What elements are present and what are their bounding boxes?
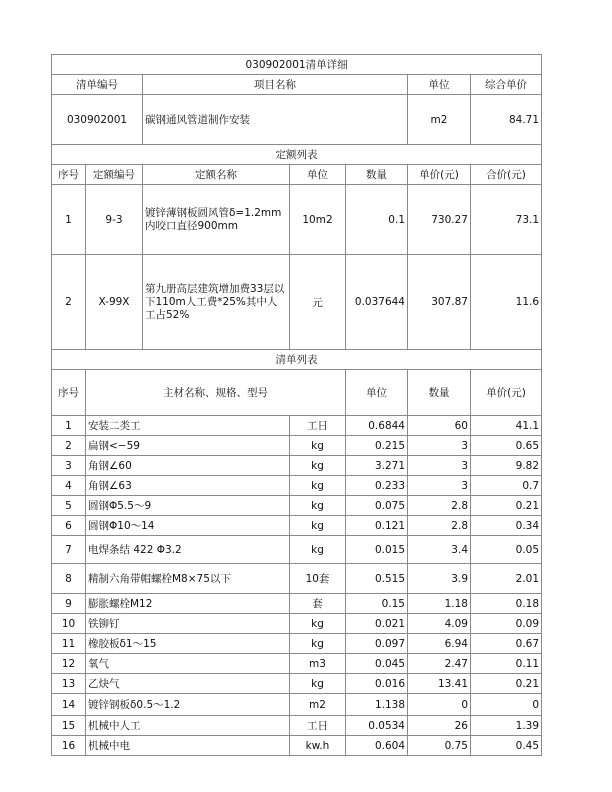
- material-qty: 0.6844: [346, 416, 408, 436]
- material-qty: 0.215: [346, 436, 408, 456]
- material-no: 16: [52, 736, 86, 756]
- header-price-label: 综合单价: [471, 75, 542, 95]
- bill-code: 030902001: [52, 95, 143, 145]
- materials-col-price: 单价(元): [471, 370, 542, 416]
- material-row: [52, 496, 542, 516]
- material-unit: kg: [290, 516, 346, 536]
- material-row: [52, 614, 542, 634]
- material-name: 机械中电: [86, 736, 290, 756]
- material-unit: kg: [290, 496, 346, 516]
- quota-unit: 元: [290, 255, 346, 350]
- material-price: 3: [408, 456, 471, 476]
- material-qty: 3.271: [346, 456, 408, 476]
- material-total: 0: [471, 694, 542, 716]
- quota-no: 1: [52, 185, 86, 255]
- material-no: 4: [52, 476, 86, 496]
- material-row: [52, 564, 542, 594]
- material-unit: kg: [290, 456, 346, 476]
- material-name: 机械中人工: [86, 716, 290, 736]
- materials-col-unit: 单位: [346, 370, 408, 416]
- material-unit: 10套: [290, 564, 346, 594]
- material-no: 2: [52, 436, 86, 456]
- material-price: 2.8: [408, 516, 471, 536]
- material-price: 3.9: [408, 564, 471, 594]
- material-no: 9: [52, 594, 86, 614]
- header-label-row: [52, 75, 542, 95]
- material-name: 电焊条结 422 Φ3.2: [86, 536, 290, 564]
- materials-col-no: 序号: [52, 370, 86, 416]
- material-row: [52, 456, 542, 476]
- material-price: 4.09: [408, 614, 471, 634]
- material-no: 11: [52, 634, 86, 654]
- material-qty: 0.121: [346, 516, 408, 536]
- material-row: [52, 736, 542, 756]
- material-row: [52, 416, 542, 436]
- bill-detail-table: [51, 54, 542, 756]
- material-no: 3: [52, 456, 86, 476]
- material-no: 8: [52, 564, 86, 594]
- material-name: 镀锌钢板δ0.5～1.2: [86, 694, 290, 716]
- material-no: 7: [52, 536, 86, 564]
- material-qty: 0.0534: [346, 716, 408, 736]
- quota-col-no: 序号: [52, 165, 86, 185]
- material-name: 精制六角带帽螺栓M8×75以下: [86, 564, 290, 594]
- quota-code: X-99X: [86, 255, 143, 350]
- material-name: 扁钢<−59: [86, 436, 290, 456]
- material-name: 圆钢Φ10～14: [86, 516, 290, 536]
- material-qty: 0.075: [346, 496, 408, 516]
- material-name: 圆钢Φ5.5～9: [86, 496, 290, 516]
- quota-name: 镀锌薄钢板圆风管δ=1.2mm内咬口直径900mm: [143, 185, 290, 255]
- material-qty: 0.15: [346, 594, 408, 614]
- quota-qty: 0.1: [346, 185, 408, 255]
- title-row: [52, 55, 542, 75]
- material-total: 1.39: [471, 716, 542, 736]
- material-no: 13: [52, 674, 86, 694]
- material-name: 铁铆钉: [86, 614, 290, 634]
- material-qty: 0.097: [346, 634, 408, 654]
- material-row: [52, 476, 542, 496]
- material-qty: 1.138: [346, 694, 408, 716]
- header-value-row: [52, 95, 542, 145]
- material-price: 0: [408, 694, 471, 716]
- material-name: 乙炔气: [86, 674, 290, 694]
- quota-unit: 10m2: [290, 185, 346, 255]
- quota-price: 730.27: [408, 185, 471, 255]
- material-price: 3: [408, 476, 471, 496]
- material-unit: kg: [290, 536, 346, 564]
- material-total: 0.7: [471, 476, 542, 496]
- material-no: 14: [52, 694, 86, 716]
- material-total: 0.21: [471, 674, 542, 694]
- material-qty: 0.515: [346, 564, 408, 594]
- material-unit: kg: [290, 614, 346, 634]
- material-total: 41.1: [471, 416, 542, 436]
- material-row: [52, 436, 542, 456]
- bill-price: 84.71: [471, 95, 542, 145]
- material-price: 0.75: [408, 736, 471, 756]
- material-price: 26: [408, 716, 471, 736]
- material-row: [52, 694, 542, 716]
- quota-row: [52, 185, 542, 255]
- material-no: 12: [52, 654, 86, 674]
- material-row: [52, 516, 542, 536]
- material-total: 0.65: [471, 436, 542, 456]
- materials-section-title: 清单列表: [52, 350, 542, 370]
- material-total: 0.45: [471, 736, 542, 756]
- material-row: [52, 654, 542, 674]
- material-unit: m2: [290, 694, 346, 716]
- header-name-label: 项目名称: [143, 75, 408, 95]
- material-unit: kg: [290, 674, 346, 694]
- materials-header-row: [52, 370, 542, 416]
- quota-col-code: 定额编号: [86, 165, 143, 185]
- material-row: [52, 594, 542, 614]
- material-name: 膨胀螺栓M12: [86, 594, 290, 614]
- material-unit: 套: [290, 594, 346, 614]
- quota-name: 第九册高层建筑增加费33层以下110m人工费*25%其中人工占52%: [143, 255, 290, 350]
- bill-unit: m2: [408, 95, 471, 145]
- material-unit: m3: [290, 654, 346, 674]
- material-name: 氧气: [86, 654, 290, 674]
- material-total: 9.82: [471, 456, 542, 476]
- quota-col-unit: 单位: [290, 165, 346, 185]
- material-total: 0.67: [471, 634, 542, 654]
- material-price: 3.4: [408, 536, 471, 564]
- quota-col-price: 单价(元): [408, 165, 471, 185]
- material-price: 6.94: [408, 634, 471, 654]
- material-qty: 0.045: [346, 654, 408, 674]
- material-price: 2.47: [408, 654, 471, 674]
- material-row: [52, 634, 542, 654]
- material-name: 橡胶板δ1～15: [86, 634, 290, 654]
- material-total: 0.18: [471, 594, 542, 614]
- bill-name: 碳钢通风管道制作安装: [143, 95, 408, 145]
- material-row: [52, 716, 542, 736]
- quota-header-row: [52, 165, 542, 185]
- material-qty: 0.604: [346, 736, 408, 756]
- material-unit: kg: [290, 436, 346, 456]
- quota-qty: 0.037644: [346, 255, 408, 350]
- quota-total: 11.6: [471, 255, 542, 350]
- material-unit: 工日: [290, 416, 346, 436]
- material-unit: kg: [290, 634, 346, 654]
- material-total: 0.11: [471, 654, 542, 674]
- material-total: 0.34: [471, 516, 542, 536]
- material-row: [52, 536, 542, 564]
- material-price: 1.18: [408, 594, 471, 614]
- quota-section-row: [52, 145, 542, 165]
- quota-col-qty: 数量: [346, 165, 408, 185]
- material-no: 5: [52, 496, 86, 516]
- table-title: 030902001清单详细: [52, 55, 542, 75]
- material-total: 0.21: [471, 496, 542, 516]
- material-name: 角钢∠60: [86, 456, 290, 476]
- material-total: 2.01: [471, 564, 542, 594]
- material-unit: kw.h: [290, 736, 346, 756]
- materials-col-name: 主材名称、规格、型号: [86, 370, 346, 416]
- material-name: 安装二类工: [86, 416, 290, 436]
- quota-col-name: 定额名称: [143, 165, 290, 185]
- material-total: 0.09: [471, 614, 542, 634]
- material-price: 3: [408, 436, 471, 456]
- material-row: [52, 674, 542, 694]
- material-no: 6: [52, 516, 86, 536]
- materials-section-row: [52, 350, 542, 370]
- quota-total: 73.1: [471, 185, 542, 255]
- material-total: 0.05: [471, 536, 542, 564]
- material-name: 角钢∠63: [86, 476, 290, 496]
- material-qty: 0.015: [346, 536, 408, 564]
- material-no: 1: [52, 416, 86, 436]
- quota-col-total: 合价(元): [471, 165, 542, 185]
- material-unit: kg: [290, 476, 346, 496]
- material-price: 60: [408, 416, 471, 436]
- header-unit-label: 单位: [408, 75, 471, 95]
- quota-code: 9-3: [86, 185, 143, 255]
- table-body: [52, 55, 542, 756]
- material-price: 2.8: [408, 496, 471, 516]
- material-qty: 0.233: [346, 476, 408, 496]
- material-price: 13.41: [408, 674, 471, 694]
- quota-no: 2: [52, 255, 86, 350]
- material-qty: 0.021: [346, 614, 408, 634]
- material-no: 15: [52, 716, 86, 736]
- material-unit: 工日: [290, 716, 346, 736]
- material-no: 10: [52, 614, 86, 634]
- quota-row: [52, 255, 542, 350]
- header-code-label: 清单编号: [52, 75, 143, 95]
- quota-section-title: 定额列表: [52, 145, 542, 165]
- material-qty: 0.016: [346, 674, 408, 694]
- quota-price: 307.87: [408, 255, 471, 350]
- materials-col-qty: 数量: [408, 370, 471, 416]
